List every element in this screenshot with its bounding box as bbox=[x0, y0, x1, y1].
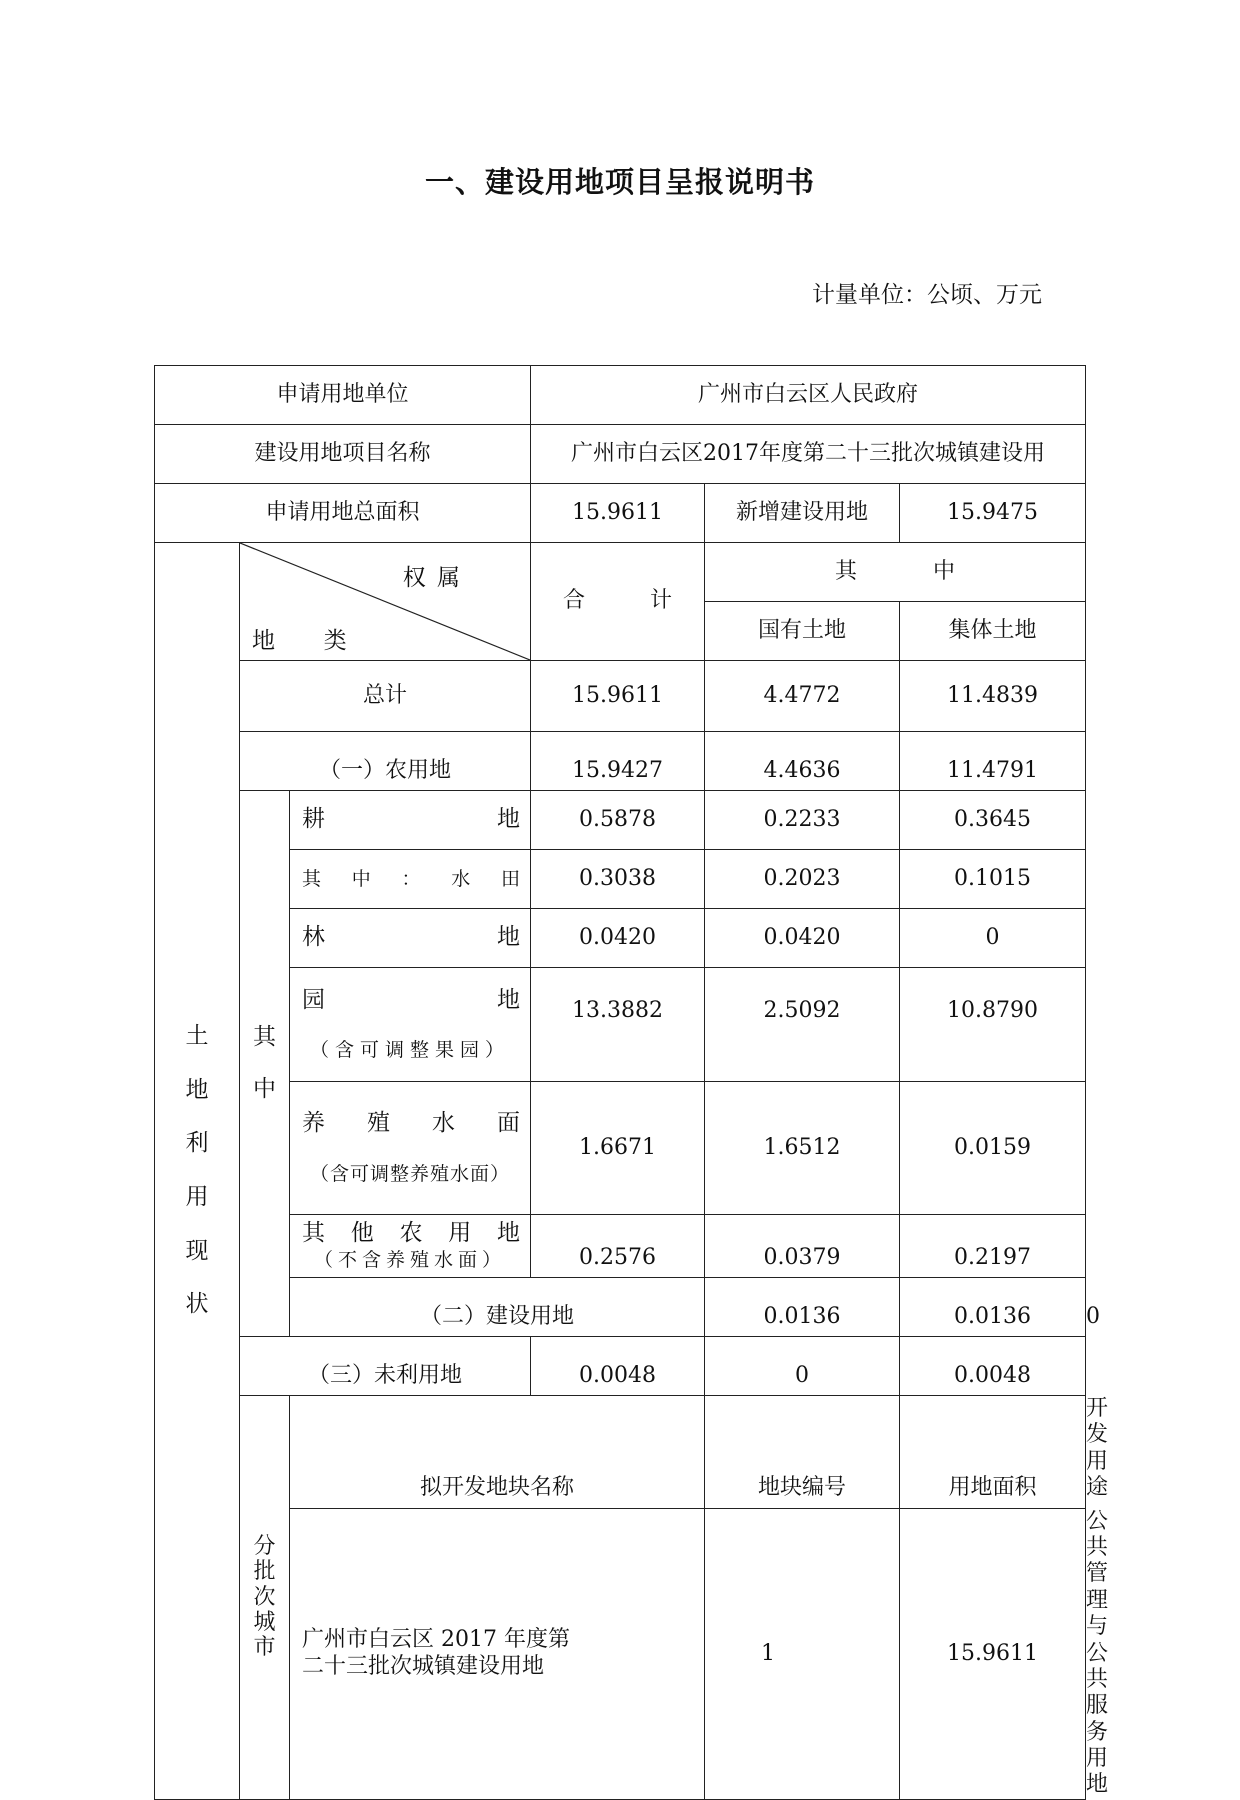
project-name-value: 广州市白云区2017年度第二十三批次城镇建设用 bbox=[531, 425, 1086, 484]
row-garden-state: 2.5092 bbox=[705, 968, 900, 1082]
label-char: 园 bbox=[302, 987, 325, 1014]
row-total-state: 4.4772 bbox=[705, 661, 900, 732]
col-total-char: 计 bbox=[650, 588, 673, 614]
row-total-total: 15.9611 bbox=[531, 661, 705, 732]
row-forest-total: 0.0420 bbox=[531, 909, 705, 968]
total-area-label: 申请用地总面积 bbox=[155, 484, 531, 543]
label-char: 中 bbox=[351, 867, 371, 890]
row-aqua-sublabel: （含可调整养殖水面） bbox=[310, 1163, 511, 1186]
row-total-label: 总计 bbox=[240, 661, 531, 732]
row-forest-label bbox=[290, 909, 531, 968]
row-agri-total: 15.9427 bbox=[531, 732, 705, 791]
label-char: 水 bbox=[451, 867, 471, 890]
inner-char: 中 bbox=[253, 1075, 276, 1102]
inner-qizhong-label bbox=[240, 791, 290, 1337]
row-arable-total: 0.5878 bbox=[531, 791, 705, 850]
label-char: 其 bbox=[302, 1219, 325, 1246]
table-row bbox=[155, 1215, 1086, 1278]
col-total-char: 合 bbox=[563, 588, 586, 614]
batch-plot-area: 15.9611 bbox=[900, 1508, 1086, 1799]
label-char: 林 bbox=[302, 924, 325, 951]
col-total-header bbox=[531, 543, 705, 661]
table-row: （二）建设用地 0.0136 0.0136 0 bbox=[155, 1278, 1086, 1337]
row-arable-collective: 0.3645 bbox=[900, 791, 1086, 850]
row-arable-state: 0.2233 bbox=[705, 791, 900, 850]
batch-data-row: 广州市白云区 2017 年度第 二十三批次城镇建设用地 1 15.9611 公共管理与公共 服务用地 bbox=[155, 1508, 1086, 1799]
row-forest-collective: 0 bbox=[900, 909, 1086, 968]
land-type-char: 类 bbox=[323, 628, 347, 655]
row-agri-label: （一）农用地 bbox=[240, 732, 531, 791]
label-char: 殖 bbox=[367, 1109, 390, 1136]
batch-header-row: 分 批 次 城 市 拟开发地块名称 地块编号 用地面积 开发用途 bbox=[155, 1396, 1086, 1509]
project-name-row bbox=[155, 425, 1086, 484]
row-garden-label bbox=[290, 968, 531, 1082]
row-aqua-state: 1.6512 bbox=[705, 1082, 900, 1215]
row-paddy-state: 0.2023 bbox=[705, 850, 900, 909]
total-area-row bbox=[155, 484, 1086, 543]
batch-side-char: 城 bbox=[253, 1610, 276, 1636]
row-other-agri-state: 0.0379 bbox=[705, 1215, 900, 1278]
batch-side-label bbox=[240, 1396, 290, 1800]
table-row bbox=[155, 1082, 1086, 1215]
batch-header-name: 拟开发地块名称 bbox=[290, 1396, 705, 1509]
row-paddy-label bbox=[290, 850, 531, 909]
row-agri-state: 4.4636 bbox=[705, 732, 900, 791]
row-garden-total: 13.3882 bbox=[531, 968, 705, 1082]
new-construction-value: 15.9475 bbox=[900, 484, 1086, 543]
row-construction-total: 0.0136 bbox=[705, 1278, 900, 1337]
row-total-collective: 11.4839 bbox=[900, 661, 1086, 732]
table-row bbox=[155, 850, 1086, 909]
row-aqua-total: 1.6671 bbox=[531, 1082, 705, 1215]
row-aqua-label bbox=[290, 1082, 531, 1215]
label-char: 地 bbox=[497, 924, 521, 951]
side-char: 用 bbox=[185, 1183, 209, 1210]
row-unused-total: 0.0048 bbox=[531, 1337, 705, 1396]
table-row bbox=[155, 791, 1086, 850]
row-other-agri-sublabel: （不含养殖水面） bbox=[314, 1249, 507, 1272]
batch-plot-name-line: 二十三批次城镇建设用地 bbox=[302, 1653, 545, 1679]
row-other-agri-label bbox=[290, 1215, 531, 1278]
row-paddy-collective: 0.1015 bbox=[900, 850, 1086, 909]
row-forest-state: 0.0420 bbox=[705, 909, 900, 968]
label-char: 地 bbox=[497, 806, 521, 833]
col-state-header: 国有土地 bbox=[705, 602, 900, 661]
applicant-value: 广州市白云区人民政府 bbox=[531, 366, 1086, 425]
land-use-side-label bbox=[155, 543, 240, 1800]
label-char: 用 bbox=[448, 1219, 472, 1246]
side-char: 利 bbox=[185, 1130, 209, 1157]
project-name-label: 建设用地项目名称 bbox=[155, 425, 531, 484]
label-char: 面 bbox=[497, 1109, 520, 1136]
row-other-agri-collective: 0.2197 bbox=[900, 1215, 1086, 1278]
row-unused-state: 0 bbox=[705, 1337, 900, 1396]
label-char: 耕 bbox=[302, 806, 325, 833]
batch-side-char: 批 bbox=[253, 1559, 276, 1585]
label-char: ： bbox=[401, 867, 421, 890]
land-use-header-row-1 bbox=[155, 543, 1086, 602]
row-unused-collective: 0.0048 bbox=[900, 1337, 1086, 1396]
batch-header-number: 地块编号 bbox=[705, 1396, 900, 1509]
row-agri-collective: 11.4791 bbox=[900, 732, 1086, 791]
label-char: 农 bbox=[399, 1219, 423, 1246]
label-char: 养 bbox=[302, 1109, 325, 1136]
row-garden-collective: 10.8790 bbox=[900, 968, 1086, 1082]
ownership-label: 权 属 bbox=[402, 565, 463, 591]
side-char: 状 bbox=[185, 1291, 209, 1318]
label-char: 地 bbox=[497, 987, 521, 1014]
qizhong-char: 中 bbox=[933, 558, 956, 584]
row-construction-label: （二）建设用地 bbox=[290, 1278, 705, 1337]
col-collective-header: 集体土地 bbox=[900, 602, 1086, 661]
land-application-table bbox=[154, 365, 1109, 1800]
row-unused-label: （三）未利用地 bbox=[240, 1337, 531, 1396]
label-char: 地 bbox=[497, 1219, 520, 1246]
batch-side-char: 分 bbox=[253, 1534, 276, 1560]
row-arable-label bbox=[290, 791, 531, 850]
side-char: 现 bbox=[185, 1237, 209, 1264]
col-qizhong-header bbox=[705, 543, 1086, 602]
table-row bbox=[155, 661, 1086, 732]
label-char: 田 bbox=[501, 867, 521, 890]
qizhong-char: 其 bbox=[835, 558, 858, 584]
batch-side-char: 次 bbox=[253, 1584, 276, 1610]
table-row bbox=[155, 732, 1086, 791]
side-char: 土 bbox=[185, 1023, 209, 1050]
row-garden-sublabel: （含可调整果园） bbox=[310, 1038, 511, 1061]
side-char: 地 bbox=[185, 1076, 209, 1103]
batch-header-area: 用地面积 bbox=[900, 1396, 1086, 1509]
total-area-value: 15.9611 bbox=[531, 484, 705, 543]
table-row bbox=[155, 968, 1086, 1082]
table-row bbox=[155, 909, 1086, 968]
batch-plot-name-line: 广州市白云区 2017 年度第 bbox=[302, 1627, 570, 1653]
applicant-row bbox=[155, 366, 1086, 425]
inner-char: 其 bbox=[253, 1023, 276, 1050]
batch-plot-name bbox=[290, 1508, 705, 1799]
label-char: 其 bbox=[302, 867, 322, 890]
batch-plot-number: 1 bbox=[705, 1508, 900, 1799]
label-char: 他 bbox=[350, 1219, 374, 1246]
table-row bbox=[155, 1337, 1086, 1396]
row-construction-state: 0.0136 bbox=[900, 1278, 1086, 1337]
new-construction-label: 新增建设用地 bbox=[705, 484, 900, 543]
label-char: 水 bbox=[432, 1109, 455, 1136]
applicant-label: 申请用地单位 bbox=[155, 366, 531, 425]
diagonal-header-cell bbox=[240, 543, 531, 661]
row-aqua-collective: 0.0159 bbox=[900, 1082, 1086, 1215]
row-paddy-total: 0.3038 bbox=[531, 850, 705, 909]
unit-label: 计量单位：公顷、万元 bbox=[812, 282, 1042, 308]
batch-side-char: 市 bbox=[253, 1635, 276, 1661]
page-title: 一、建设用地项目呈报说明书 bbox=[424, 165, 815, 199]
land-type-label bbox=[252, 628, 347, 656]
row-other-agri-total: 0.2576 bbox=[531, 1215, 705, 1278]
land-type-char: 地 bbox=[252, 628, 275, 655]
